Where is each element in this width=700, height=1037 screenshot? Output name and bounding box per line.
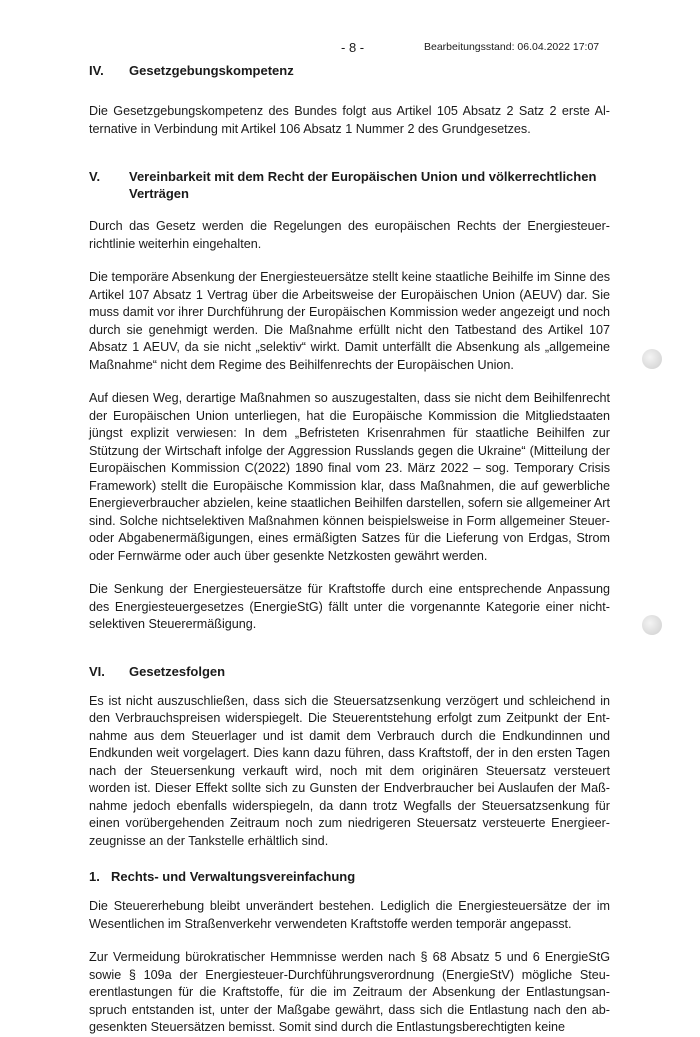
punch-hole-icon bbox=[642, 349, 662, 369]
section-title: Gesetzesfolgen bbox=[129, 663, 226, 679]
section-heading-iv bbox=[89, 62, 610, 79]
edit-status: Bearbeitungsstand: 06.04.2022 17:07 bbox=[424, 41, 600, 53]
paragraph: Auf diesen Weg, derartige Maßnahmen so auszugestalten, dass sie nicht dem Beihilfenrecht der Europäischen Union unterliegen, hat die Europäische Kommission die Mitgliedstaaten jüngst explizit verwiesen: In dem „Befristeten Krisenrahmen für staatliche Beihilfen zur Stützung der Wirtschaft infolge der Aggression Russlands gegen die Ukraine“ (Mitteilung der Europäischen Kommission C(2022) 1890 final vom 23. März 2022 – sog. Temporary Crisis Framework) stellt die Europäische Kommission klar, dass Maßnahmen, die auf gewerbliche Energieverbraucher abzielen, keine staatlichen Beihilfen darstellen, sofern sie allgemeiner Art sind. Solche nichtselektiven Maßnahmen können beispielsweise in Form allgemeiner Steuer- oder Abgabenermäßigungen, eines ermäßigten Satzes für die Lieferung von Erdgas, Strom oder Fernwärme oder auch über gesenkte Netzkosten gewährt werden. bbox=[89, 391, 610, 563]
subsection-number: 1. bbox=[89, 869, 100, 884]
section-heading-v bbox=[89, 168, 610, 202]
section-number: IV. bbox=[89, 63, 104, 78]
paragraph: Die Gesetzgebungskompetenz des Bundes folgt aus Artikel 105 Absatz 2 Satz 2 erste Alternative in Verbindung mit Artikel 106 Absatz 1 Nummer 2 des Grundgesetzes. bbox=[89, 104, 610, 136]
subsection-heading-1 bbox=[89, 868, 610, 885]
paragraph: Die Senkung der Energiesteuersätze für Kraftstoffe durch eine entsprechende Anpassung des Energiesteuergesetzes (EnergieStG) fällt unter die vorgenannte Kategorie einer nichtselektiven Steuerermäßigung. bbox=[89, 582, 610, 631]
paragraph: Die temporäre Absenkung der Energiesteuersätze stellt keine staatliche Beihilfe im Sinne des Artikel 107 Absatz 1 Vertrag über die Arbeitsweise der Europäischen Union (AEUV) dar. Sie muss damit vor ihrer Durchführung der Europäischen Kommission weder angezeigt und noch durch sie genehmigt werden. Die Maßnahme erfüllt nicht den Tatbestand des Artikel 107 Absatz 1 AEUV, da sie nicht „selektiv“ wirkt. Damit unterfällt die Absenkung als „allgemeine Maßnahme“ nicht dem Regime des Beihilfenrechts der Europäischen Union. bbox=[89, 270, 610, 372]
section-heading-vi bbox=[89, 663, 610, 680]
section-number: VI. bbox=[89, 663, 105, 679]
paragraph: Es ist nicht auszuschließen, dass sich die Steuersatzsenkung verzögert und schleichend in den Verbrauchspreisen widerspiegelt. Die Steuerentstehung erfolgt zum Zeitpunkt der Entnahme aus dem Steuerlager und ist damit dem Verbrauch durch die Endkundinnen und Endkunden weit vorgelagert. Dies kann dazu führen, dass Kraftstoff, der in den ersten Tagen nach der Steuersenkung verkauft wird, noch mit dem originären Steuersatz versteuert worden ist. Dieser Effekt sollte sich zu Gunsten der Endverbraucher bei Auslaufen der Maßnahme jedoch ebenfalls widerspiegeln, da dann trotz Wegfalls der Steuersatzsenkung für einen vorübergehenden Zeitraum noch zum niedrigeren Steuersatz versteuerte Energieerzeugnisse an der Tankstelle erhältlich sind. bbox=[89, 693, 610, 848]
section-number: V. bbox=[89, 169, 101, 184]
paragraph: Zur Vermeidung bürokratischer Hemmnisse werden nach § 68 Absatz 5 und 6 EnergieStG sowie § 109a der Energiesteuer-Durchführungsverordnung (EnergieStV) mögliche Steuerentlastungen für die Kraftstoffe, für die im Zeitraum der Absenkung der Entlastungsanspruch entstanden ist, unter der Maßgabe gewährt, dass sich die Entlastung nach den abgesenkten Steuersätzen bemisst. Somit sind durch die Entlastungsberechtigten keine bbox=[89, 950, 610, 1034]
document-body bbox=[89, 62, 610, 1037]
page-number: - 8 - bbox=[341, 40, 365, 55]
subsection-title: Rechts- und Verwaltungsvereinfachung bbox=[111, 869, 356, 884]
page-header bbox=[0, 40, 700, 56]
section-title: Vereinbarkeit mit dem Recht der Europäischen Union und völkerrechtlichen Verträgen bbox=[129, 169, 597, 201]
section-title: Gesetzgebungskompetenz bbox=[129, 63, 294, 78]
paragraph: Die Steuererhebung bleibt unverändert bestehen. Lediglich die Energiesteuersätze der im Wesentlichen im Straßenverkehr verwendeten Kraftstoffe werden temporär angepasst. bbox=[89, 899, 610, 931]
paragraph: Durch das Gesetz werden die Regelungen des europäischen Rechts der Energiesteuerrichtlinie weiterhin eingehalten. bbox=[89, 219, 610, 251]
punch-hole-icon bbox=[642, 615, 662, 635]
